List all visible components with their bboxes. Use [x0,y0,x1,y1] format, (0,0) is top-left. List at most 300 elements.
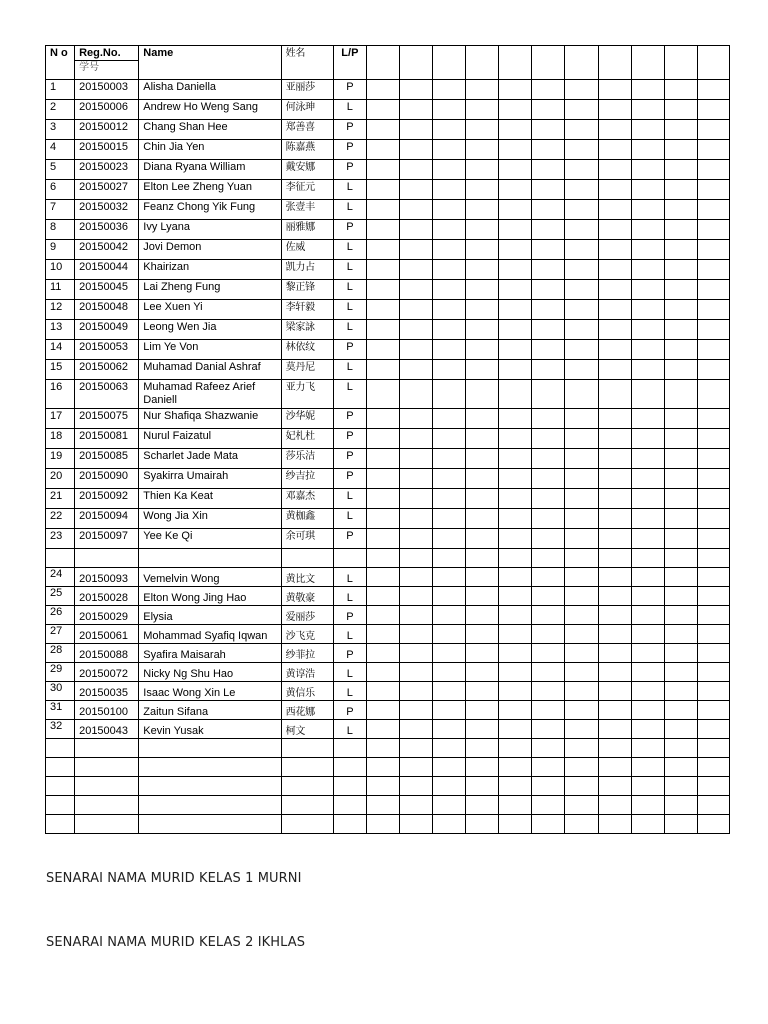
empty-cell [433,606,466,625]
empty-cell [664,80,697,100]
empty-cell [499,777,532,796]
empty-cell [532,200,565,220]
empty-cell [631,380,664,409]
empty-cell [598,380,631,409]
empty-cell [631,625,664,644]
row-number: 2 [46,100,75,120]
empty-cell [598,682,631,701]
empty-cell [281,549,333,568]
empty-cell [697,100,729,120]
chinese-name-cell: 何泳珅 [281,100,333,120]
empty-cell [598,777,631,796]
student-name-cell: Isaac Wong Xin Le [139,682,281,701]
header-gender: L/P [333,46,366,80]
gender-cell: P [333,449,366,469]
empty-cell [433,796,466,815]
reg-no-cell: 20150042 [75,240,139,260]
empty-cell [631,180,664,200]
student-name-cell: Lee Xuen Yi [139,300,281,320]
empty-cell [565,300,598,320]
blank-row [46,549,730,568]
empty-cell [664,606,697,625]
empty-cell [598,240,631,260]
empty-cell [499,46,532,80]
student-name-cell: Nurul Faizatul [139,429,281,449]
empty-cell [565,796,598,815]
empty-cell [366,340,399,360]
empty-cell [139,549,281,568]
empty-cell [532,815,565,834]
empty-cell [466,340,499,360]
student-roster-table [45,45,730,834]
empty-cell [466,739,499,758]
empty-cell [664,720,697,739]
empty-cell [598,160,631,180]
empty-cell [281,739,333,758]
empty-cell [532,280,565,300]
empty-cell [697,549,729,568]
empty-cell [565,409,598,429]
empty-cell [400,815,433,834]
empty-cell [499,220,532,240]
gender-cell: L [333,587,366,606]
header-no: N o [46,46,75,80]
empty-cell [664,701,697,720]
empty-cell [565,429,598,449]
chinese-name-cell: 黄敬豪 [281,587,333,606]
empty-cell [75,796,139,815]
empty-cell [433,320,466,340]
chinese-name-cell: 郑善喜 [281,120,333,140]
empty-cell [565,587,598,606]
empty-cell [499,140,532,160]
empty-cell [366,280,399,300]
empty-cell [366,200,399,220]
reg-no-cell: 20150023 [75,160,139,180]
empty-cell [466,606,499,625]
reg-no-cell: 20150061 [75,625,139,644]
empty-cell [499,180,532,200]
empty-cell [499,796,532,815]
empty-cell [631,240,664,260]
row-number: 11 [46,280,75,300]
empty-cell [466,625,499,644]
empty-cell [466,469,499,489]
empty-cell [664,682,697,701]
empty-cell [366,701,399,720]
row-number: 13 [46,320,75,340]
empty-cell [598,180,631,200]
empty-cell [400,644,433,663]
empty-cell [664,429,697,449]
empty-cell [631,606,664,625]
empty-cell [532,46,565,80]
empty-cell [366,449,399,469]
empty-cell [697,429,729,449]
empty-cell [366,644,399,663]
empty-cell [565,449,598,469]
empty-cell [631,758,664,777]
table-row [46,300,730,320]
row-number: 19 [46,449,75,469]
table-row [46,120,730,140]
empty-cell [598,739,631,758]
empty-cell [697,796,729,815]
empty-cell [664,240,697,260]
gender-cell: L [333,260,366,280]
empty-cell [499,280,532,300]
student-name-cell: Ivy Lyana [139,220,281,240]
empty-cell [697,663,729,682]
empty-cell [139,815,281,834]
empty-cell [400,220,433,240]
empty-cell [697,587,729,606]
reg-no-cell: 20150029 [75,606,139,625]
reg-no-cell: 20150044 [75,260,139,280]
empty-cell [499,587,532,606]
empty-cell [697,682,729,701]
empty-cell [433,120,466,140]
chinese-name-cell: 黄谆浩 [281,663,333,682]
chinese-name-cell: 爱丽莎 [281,606,333,625]
blank-row [46,796,730,815]
empty-cell [400,449,433,469]
empty-cell [366,469,399,489]
student-name-cell: Syakirra Umairah [139,469,281,489]
empty-cell [366,100,399,120]
empty-cell [532,100,565,120]
empty-cell [664,644,697,663]
row-number: 29 [46,663,75,682]
empty-cell [565,120,598,140]
empty-cell [631,469,664,489]
empty-cell [400,240,433,260]
empty-cell [664,529,697,549]
empty-cell [664,220,697,240]
empty-cell [466,100,499,120]
empty-cell [46,777,75,796]
empty-cell [46,549,75,568]
reg-no-cell: 20150085 [75,449,139,469]
gender-cell: L [333,625,366,644]
empty-cell [598,469,631,489]
empty-cell [664,140,697,160]
empty-cell [697,758,729,777]
empty-cell [631,509,664,529]
gender-cell: L [333,380,366,409]
blank-row [46,777,730,796]
empty-cell [565,360,598,380]
empty-cell [400,340,433,360]
empty-cell [466,240,499,260]
empty-cell [565,758,598,777]
empty-cell [565,380,598,409]
empty-cell [466,815,499,834]
empty-cell [466,120,499,140]
empty-cell [697,625,729,644]
empty-cell [664,120,697,140]
student-name-cell: Syafira Maisarah [139,644,281,663]
empty-cell [697,409,729,429]
empty-cell [433,429,466,449]
empty-cell [433,682,466,701]
empty-cell [598,360,631,380]
reg-no-cell: 20150006 [75,100,139,120]
chinese-name-cell: 妃札杜 [281,429,333,449]
empty-cell [532,720,565,739]
empty-cell [664,320,697,340]
empty-cell [598,796,631,815]
empty-cell [697,815,729,834]
empty-cell [598,489,631,509]
empty-cell [532,529,565,549]
empty-cell [598,529,631,549]
chinese-name-cell: 西花娜 [281,701,333,720]
empty-cell [598,549,631,568]
chinese-name-cell: 黄比文 [281,568,333,587]
empty-cell [532,449,565,469]
empty-cell [333,777,366,796]
empty-cell [631,200,664,220]
empty-cell [697,140,729,160]
student-name-cell: Mohammad Syafiq Iqwan [139,625,281,644]
empty-cell [598,720,631,739]
empty-cell [75,758,139,777]
empty-cell [139,777,281,796]
row-number: 28 [46,644,75,663]
reg-no-cell: 20150043 [75,720,139,739]
empty-cell [664,796,697,815]
gender-cell: P [333,160,366,180]
empty-cell [139,758,281,777]
empty-cell [565,568,598,587]
gender-cell: P [333,701,366,720]
empty-cell [631,449,664,469]
empty-cell [565,489,598,509]
empty-cell [499,449,532,469]
empty-cell [499,625,532,644]
student-name-cell: Jovi Demon [139,240,281,260]
empty-cell [565,100,598,120]
empty-cell [631,320,664,340]
empty-cell [433,489,466,509]
reg-no-cell: 20150090 [75,469,139,489]
empty-cell [433,340,466,360]
empty-cell [433,720,466,739]
header-row [46,46,730,61]
empty-cell [499,429,532,449]
row-number: 3 [46,120,75,140]
empty-cell [466,568,499,587]
gender-cell: P [333,140,366,160]
empty-cell [664,739,697,758]
empty-cell [631,220,664,240]
table-row [46,606,730,625]
empty-cell [400,701,433,720]
empty-cell [631,568,664,587]
empty-cell [565,549,598,568]
reg-no-cell: 20150045 [75,280,139,300]
empty-cell [366,568,399,587]
empty-cell [433,777,466,796]
empty-cell [433,529,466,549]
table-row [46,587,730,606]
empty-cell [366,46,399,80]
row-number: 20 [46,469,75,489]
table-row [46,489,730,509]
chinese-name-cell: 莎乐洁 [281,449,333,469]
empty-cell [366,549,399,568]
empty-cell [466,409,499,429]
student-name-cell: Khairizan [139,260,281,280]
empty-cell [466,180,499,200]
empty-cell [400,200,433,220]
empty-cell [366,429,399,449]
row-number: 15 [46,360,75,380]
empty-cell [466,220,499,240]
empty-cell [366,720,399,739]
empty-cell [433,549,466,568]
empty-cell [565,509,598,529]
empty-cell [499,240,532,260]
empty-cell [366,815,399,834]
empty-cell [499,644,532,663]
student-name-cell: Nur Shafiqa Shazwanie [139,409,281,429]
empty-cell [598,280,631,300]
empty-cell [565,240,598,260]
empty-cell [664,360,697,380]
table-row [46,220,730,240]
empty-cell [598,340,631,360]
empty-cell [366,380,399,409]
empty-cell [532,587,565,606]
empty-cell [139,739,281,758]
empty-cell [400,160,433,180]
empty-cell [466,260,499,280]
empty-cell [532,180,565,200]
empty-cell [366,682,399,701]
student-name-cell: Chin Jia Yen [139,140,281,160]
chinese-name-cell: 佐威 [281,240,333,260]
empty-cell [631,280,664,300]
empty-cell [631,360,664,380]
empty-cell [631,815,664,834]
empty-cell [46,739,75,758]
empty-cell [433,260,466,280]
blank-row [46,815,730,834]
empty-cell [466,200,499,220]
empty-cell [532,701,565,720]
empty-cell [598,701,631,720]
row-number: 31 [46,701,75,720]
empty-cell [466,682,499,701]
empty-cell [565,200,598,220]
empty-cell [466,720,499,739]
empty-cell [466,663,499,682]
empty-cell [433,644,466,663]
empty-cell [565,739,598,758]
empty-cell [697,46,729,80]
row-number: 18 [46,429,75,449]
chinese-name-cell: 李征元 [281,180,333,200]
empty-cell [433,568,466,587]
empty-cell [664,300,697,320]
empty-cell [532,240,565,260]
empty-cell [598,260,631,280]
gender-cell: L [333,280,366,300]
empty-cell [697,360,729,380]
empty-cell [499,529,532,549]
gender-cell: P [333,120,366,140]
empty-cell [499,758,532,777]
reg-no-cell: 20150094 [75,509,139,529]
gender-cell: P [333,529,366,549]
empty-cell [697,380,729,409]
empty-cell [499,80,532,100]
table-row [46,509,730,529]
table-row [46,180,730,200]
empty-cell [631,46,664,80]
reg-no-cell: 20150097 [75,529,139,549]
reg-no-cell: 20150062 [75,360,139,380]
empty-cell [664,160,697,180]
empty-cell [631,663,664,682]
empty-cell [697,240,729,260]
reg-no-cell: 20150100 [75,701,139,720]
row-number: 17 [46,409,75,429]
empty-cell [433,360,466,380]
empty-cell [466,320,499,340]
empty-cell [466,489,499,509]
student-name-cell: Muhamad Rafeez Arief Daniell [139,380,281,409]
chinese-name-cell: 柯文 [281,720,333,739]
row-number: 27 [46,625,75,644]
header-reg-no-chinese: 学号 [75,61,139,80]
empty-cell [400,260,433,280]
empty-cell [532,625,565,644]
gender-cell: P [333,80,366,100]
student-name-cell: Leong Wen Jia [139,320,281,340]
empty-cell [631,140,664,160]
empty-cell [664,409,697,429]
chinese-name-cell: 纱菲拉 [281,644,333,663]
empty-cell [565,644,598,663]
empty-cell [366,320,399,340]
empty-cell [565,529,598,549]
student-name-cell: Elysia [139,606,281,625]
empty-cell [366,758,399,777]
empty-cell [466,360,499,380]
student-name-cell: Elton Wong Jing Hao [139,587,281,606]
empty-cell [466,549,499,568]
empty-cell [433,663,466,682]
row-number: 14 [46,340,75,360]
reg-no-cell: 20150032 [75,200,139,220]
student-name-cell: Thien Ka Keat [139,489,281,509]
empty-cell [532,796,565,815]
empty-cell [366,663,399,682]
empty-cell [598,568,631,587]
empty-cell [697,701,729,720]
empty-cell [366,777,399,796]
table-row [46,200,730,220]
empty-cell [631,529,664,549]
row-number: 9 [46,240,75,260]
student-name-cell: Vemelvin Wong [139,568,281,587]
empty-cell [598,46,631,80]
student-name-cell: Scharlet Jade Mata [139,449,281,469]
table-row [46,160,730,180]
